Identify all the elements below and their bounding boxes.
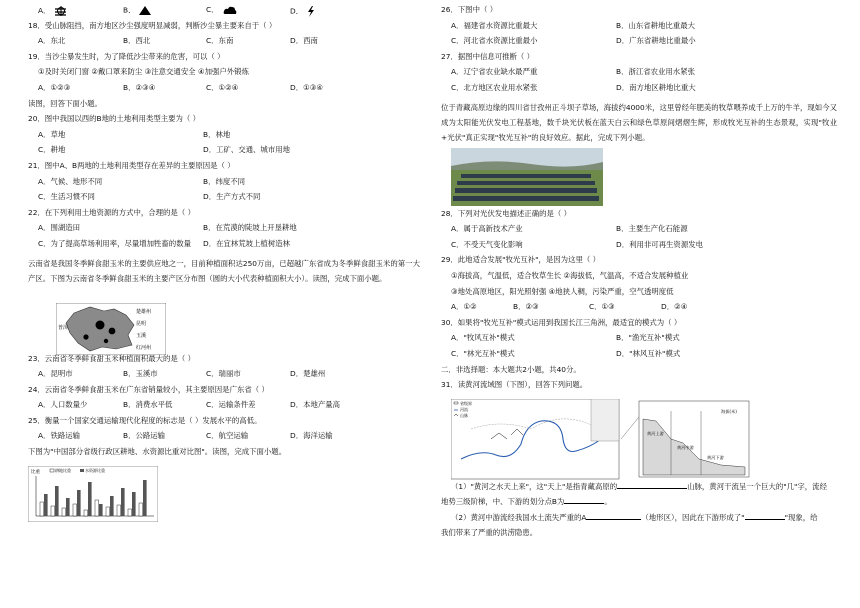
q23-options bbox=[28, 370, 420, 386]
q23-option-d[interactable]: D．楚雄州 bbox=[290, 369, 326, 379]
q28-option-d[interactable]: D．利用非可再生资源发电 bbox=[616, 239, 703, 249]
bar-water bbox=[110, 496, 114, 516]
q29-stem: 29．此地适合发展"牧光互补"，是因为这里（ ） bbox=[441, 255, 600, 265]
q26-option-d[interactable]: D．广东省耕地比重最小 bbox=[616, 36, 696, 46]
q17-option-a[interactable]: A． bbox=[38, 6, 51, 15]
q30-options-2 bbox=[441, 350, 837, 366]
solar-farm-photo bbox=[451, 148, 603, 206]
q17-option-d[interactable]: D． bbox=[290, 6, 304, 16]
q24-option-b[interactable]: B．消费水平低 bbox=[123, 400, 173, 410]
q19-option-b[interactable]: B．②③④ bbox=[123, 82, 156, 92]
q22-options-2 bbox=[28, 240, 420, 256]
q18-option-a[interactable]: A．东北 bbox=[38, 36, 66, 46]
q27-option-b[interactable]: B．浙江省农业用水紧张 bbox=[616, 67, 695, 77]
map-label-chuxiong: 楚雄州 bbox=[136, 308, 152, 315]
q26-stem: 26．下图中（ ） bbox=[441, 5, 498, 14]
bar-water bbox=[121, 488, 125, 516]
q27-options-1 bbox=[441, 68, 837, 84]
q30-options-1 bbox=[441, 334, 837, 350]
yunnan-map bbox=[56, 303, 166, 355]
q27-stem: 27．据图中信息可推断（ ） bbox=[441, 51, 535, 61]
bar-water bbox=[88, 482, 92, 516]
bar-cropland bbox=[106, 507, 110, 516]
q17-options bbox=[28, 6, 420, 22]
bar-water bbox=[55, 486, 59, 516]
q24-option-c[interactable]: C．运输条件差 bbox=[206, 400, 256, 410]
q17-option-c[interactable]: C． bbox=[206, 5, 219, 14]
lightning-symbol-icon bbox=[307, 6, 315, 17]
q28-option-a[interactable]: A．属于高新技术产业 bbox=[451, 224, 523, 234]
map-label-yuxi: 玉溪 bbox=[136, 332, 147, 339]
q18-options bbox=[28, 37, 420, 53]
bar-cropland bbox=[73, 504, 77, 516]
q29-items-2: ③地处高原地区，阳光照射强 ④地狭人稠，污染严重，空气透明度低 bbox=[451, 286, 674, 296]
q22-option-c[interactable]: C．为了提高草场利用率，尽量增加牲畜的数量 bbox=[38, 238, 191, 248]
yellow-river-figure bbox=[441, 397, 837, 483]
q24-option-d[interactable]: D．本地产量高 bbox=[290, 400, 341, 410]
q20-option-a[interactable]: A．草地 bbox=[38, 129, 66, 139]
q18-option-c[interactable]: C．东南 bbox=[206, 36, 234, 46]
q22-stem: 22．在下列利用土地资源的方式中，合理的是（ ） bbox=[28, 207, 195, 217]
q29-items-1: ①海拔高，气温低，适合牧草生长 ②海拔低，气温高，不适合发展种植业 bbox=[451, 270, 689, 280]
q18-stem: 18．受山脉阻挡，南方地区沙尘强度明显减弱，判断沙尘暴主要来自于（ ） bbox=[28, 20, 277, 30]
q22-option-d[interactable]: D．在宜林荒坡上植树造林 bbox=[203, 238, 290, 248]
q18-option-d[interactable]: D．西南 bbox=[290, 36, 318, 46]
q19-option-c[interactable]: C．①②④ bbox=[206, 82, 239, 92]
q23-option-b[interactable]: B．玉溪市 bbox=[123, 369, 158, 379]
bar-legend-water: 水资源比重 bbox=[85, 467, 105, 473]
q20-options-2 bbox=[28, 146, 420, 162]
bar-axis-label: 比重 bbox=[31, 469, 40, 475]
q25-options bbox=[28, 432, 420, 448]
q25-option-b[interactable]: B．公路运输 bbox=[123, 431, 166, 441]
q20-option-b[interactable]: B．林地 bbox=[203, 129, 231, 139]
q25-option-c[interactable]: C．航空运输 bbox=[206, 431, 249, 441]
triangle-symbol-icon bbox=[139, 6, 151, 15]
q28-stem: 28．下列对光伏发电描述正确的是（ ） bbox=[441, 208, 572, 218]
q17-option-b[interactable]: B． bbox=[123, 5, 136, 15]
q26-option-b[interactable]: B．山东省耕地比重最大 bbox=[616, 20, 695, 30]
q29-option-a[interactable]: A．①② bbox=[451, 302, 477, 312]
map-legend-border: 省级界 bbox=[460, 400, 472, 406]
q25-option-d[interactable]: D．海洋运输 bbox=[290, 431, 333, 441]
q31-stem: 31．读黄河流域图（下图），回答下列问题。 bbox=[441, 380, 588, 390]
right-column bbox=[441, 6, 837, 545]
map-legend-mountain: 山脉 bbox=[460, 412, 468, 418]
q31-2-line-1: （2）黄河中游流经我国水土流失严重的A （地形区），因此在下游形成了" "现象，给 bbox=[451, 512, 818, 522]
q31-1-line-1: （1）"黄河之水天上来"，这"天上"是指青藏高原的 山脉，黄河干流呈一个巨大的"几"字，流经 bbox=[451, 481, 827, 491]
solar-photo-area bbox=[441, 146, 837, 210]
bar-figure-area bbox=[28, 464, 420, 524]
q30-option-c[interactable]: C．"林光互补"模式 bbox=[451, 348, 515, 358]
profile-label-upper: 黄河上游 bbox=[647, 430, 664, 436]
q21-options-2 bbox=[28, 193, 420, 209]
q19-option-d[interactable]: D．①③④ bbox=[290, 82, 323, 92]
bar-water bbox=[132, 492, 136, 516]
q30-option-b[interactable]: B．"渔光互补"模式 bbox=[616, 333, 680, 343]
q27-option-c[interactable]: C．北方地区农业用水紧张 bbox=[451, 82, 538, 92]
q21-options-1 bbox=[28, 178, 420, 194]
bar-cropland bbox=[139, 503, 143, 516]
q23-stem: 23．云南省冬季鲜食甜玉米种植面积最大的是（ ） bbox=[28, 353, 195, 363]
q23-option-c[interactable]: C．瑞丽市 bbox=[206, 369, 241, 379]
q21-option-b[interactable]: B．纬度不同 bbox=[203, 176, 246, 186]
bar-cropland bbox=[95, 500, 99, 516]
q24-option-a[interactable]: A．人口数量少 bbox=[38, 400, 88, 410]
bar-legend-cropland: 耕地比重 bbox=[55, 467, 71, 473]
q20-options-1 bbox=[28, 131, 420, 147]
bar-cropland bbox=[40, 502, 44, 516]
q25-stem: 25．衡量一个国家交通运输现代化程度的标志是（ ）发展水平的高低。 bbox=[28, 415, 262, 425]
q25-option-a[interactable]: A．铁路运输 bbox=[38, 431, 81, 441]
map-label-puer: 普洱 bbox=[58, 324, 69, 331]
q20-option-c[interactable]: C．耕地 bbox=[38, 145, 66, 155]
yunnan-map-area bbox=[28, 303, 420, 355]
q20-intro: 读图，回答下面小题。 bbox=[28, 98, 102, 108]
bar-water bbox=[99, 504, 103, 516]
q30-stem: 30．如果将"牧光互补"模式运用到我国长江三角洲，最适宜的模式为（ ） bbox=[441, 317, 682, 327]
q28-option-c[interactable]: C．不受天气变化影响 bbox=[451, 239, 523, 249]
q26-options-2 bbox=[441, 37, 837, 53]
q31-2-blank-phenomenon[interactable] bbox=[745, 519, 785, 520]
q26-options-1 bbox=[441, 22, 837, 38]
bar-water bbox=[143, 480, 147, 516]
profile-label-middle: 黄河中游 bbox=[677, 444, 694, 450]
q29-option-d[interactable]: D．②④ bbox=[661, 302, 688, 312]
q31-1-blank-mountain[interactable] bbox=[617, 488, 687, 489]
q22-option-a[interactable]: A．围湖造田 bbox=[38, 223, 81, 233]
q21-option-d[interactable]: D．生产方式不同 bbox=[203, 192, 261, 202]
q26-option-a[interactable]: A．福建省水资源比重最大 bbox=[451, 20, 538, 30]
section-2-heading: 二．非选择题：本大题共2小题，共40分。 bbox=[441, 364, 581, 374]
q28-intro: 位于青藏高原边缘的四川省甘孜州正斗坝子草场，海拔约4000米，这里曾经年肥美的牧草喂养成千上万的牛羊，现如今又成为太阳能光伏发电工程基地，数千块光伏板在蓝天白云和绿色草原间熠熠生辉，形成牧光互补的生态景观，实现"牧业+光伏"真正实现"牧光互补"的良好效应。据此，完成下列小题。 bbox=[441, 102, 837, 143]
left-column bbox=[28, 6, 420, 524]
bar-cropland bbox=[51, 506, 55, 516]
q20-stem: 20．图中我国以西的B地的土地利用类型主要为（ ） bbox=[28, 114, 201, 124]
map-label-kunming: 昆明 bbox=[136, 320, 147, 327]
q27-options-2 bbox=[441, 84, 837, 100]
q19-options bbox=[28, 84, 420, 100]
q20-option-d[interactable]: D．工矿、交通、城市用地 bbox=[203, 145, 290, 155]
q26-intro: 下图为"中国部分省级行政区耕地、水资源比重对比图"。读图，完成下面小题。 bbox=[28, 447, 287, 457]
q19-stem: 19．当沙尘暴发生时，为了降低沙尘带来的危害，可以（ ） bbox=[28, 51, 225, 61]
q31-1-blank-point-b[interactable] bbox=[564, 503, 604, 504]
q30-option-a[interactable]: A．"牧风互补"模式 bbox=[451, 333, 515, 343]
q27-option-d[interactable]: D．南方地区耕地比重大 bbox=[616, 82, 696, 92]
q28-options-1 bbox=[441, 225, 837, 241]
bar-water bbox=[44, 494, 48, 516]
q29-option-b[interactable]: B．②③ bbox=[513, 302, 539, 312]
sandstorm-symbol-icon bbox=[54, 6, 68, 16]
q19-items: ①及时关闭门窗 ②戴口罩来防尘 ③注意交通安全 ④加强户外锻炼 bbox=[38, 67, 249, 77]
q29-options bbox=[441, 303, 837, 319]
q21-option-a[interactable]: A．气候、地形不同 bbox=[38, 176, 103, 186]
profile-label-lower: 黄河下游 bbox=[707, 454, 724, 460]
q31-1-line-2: 地势三级阶梯，中、下游的划分点B为 。 bbox=[441, 497, 612, 507]
bar-water bbox=[66, 498, 70, 516]
q22-options-1 bbox=[28, 224, 420, 240]
bar-cropland bbox=[117, 505, 121, 516]
q23-option-a[interactable]: A．昆明市 bbox=[38, 369, 73, 379]
map-legend-river: 河流 bbox=[460, 406, 468, 412]
map-label-honghe: 红河州 bbox=[136, 344, 152, 351]
q31-2-line-2: 我们带来了严重的洪涝隐患。 bbox=[441, 528, 538, 538]
bar-cropland bbox=[128, 509, 132, 516]
yellow-river-basin-map bbox=[451, 399, 751, 481]
q19-option-a[interactable]: A．①②③ bbox=[38, 82, 71, 92]
q27-option-a[interactable]: A．辽宁省农业缺水最严重 bbox=[451, 67, 538, 77]
q26-option-c[interactable]: C．河北省水资源比重最小 bbox=[451, 36, 538, 46]
bar-cropland bbox=[62, 508, 66, 516]
q21-stem: 21．图中A、B两地的土地利用类型存在差异的主要原因是（ ） bbox=[28, 160, 235, 170]
q24-stem: 24．云南省冬季鲜食甜玉米在广东省销量较小，其主要原因是广东省（ ） bbox=[28, 384, 269, 394]
q22-option-b[interactable]: B．在荒漠的陡坡上开垦耕地 bbox=[203, 223, 297, 233]
q24-options bbox=[28, 401, 420, 417]
q31-2-blank-landform[interactable] bbox=[586, 519, 641, 520]
q30-option-d[interactable]: D．"林风互补"模式 bbox=[616, 348, 681, 358]
q29-option-c[interactable]: C．①③ bbox=[589, 302, 615, 312]
cropland-water-bar-chart bbox=[28, 466, 158, 522]
q21-option-c[interactable]: C．生活习惯不同 bbox=[38, 192, 95, 202]
q28-options-2 bbox=[441, 241, 837, 257]
q28-option-b[interactable]: B．主要生产化石能源 bbox=[616, 224, 688, 234]
profile-axis-label: 海拔(米) bbox=[721, 408, 737, 414]
bar-cropland bbox=[84, 510, 88, 516]
q23-intro: 云南省是我国冬季鲜食甜玉米的主要供应地之一，目前种植面积达250万亩，已超越广东省成为冬季鲜食甜玉米的第一大产区。下图为云南省冬季鲜食甜玉米的主要产区分布图（圆的大小代表种植面积大小）。读图，完成下面小题。 bbox=[28, 258, 420, 284]
cloud-symbol-icon bbox=[223, 6, 237, 14]
q18-option-b[interactable]: B．西北 bbox=[123, 36, 151, 46]
bar-water bbox=[77, 490, 81, 516]
